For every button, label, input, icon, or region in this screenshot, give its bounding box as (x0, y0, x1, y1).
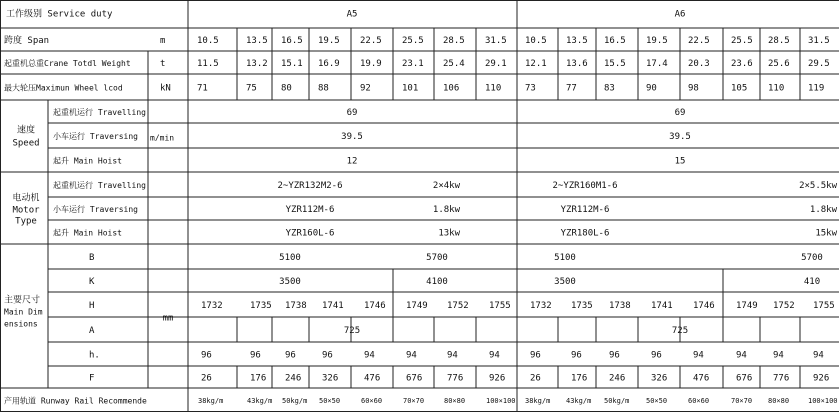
dim-K-value: 3500 (554, 277, 576, 287)
motor-row-label: 小车运行 Traversing (53, 205, 138, 214)
motor-a5-power: 2×4kw (432, 181, 460, 191)
weight-unit: t (160, 59, 166, 69)
span-a5-value: 25.5 (402, 36, 424, 46)
dim-F-a5-value: 246 (285, 373, 302, 384)
dim-B-value: 5700 (801, 253, 823, 263)
weight-a6-value: 29.5 (808, 59, 830, 69)
motor-a6-model: 2~YZR160M1-6 (552, 181, 618, 191)
dim-H-a5-value: 1735 (250, 301, 272, 311)
weight-a6-value: 25.6 (768, 59, 790, 69)
speed-row-label: 起重机运行 Travelling (53, 108, 146, 117)
dim-H-a5-value: 1738 (285, 301, 307, 311)
rail-a5-value: 60×60 (361, 397, 383, 405)
wheel_load-label: 最大轮压Maximun Wheel lcod (4, 83, 123, 93)
span-a6-value: 31.5 (808, 36, 830, 46)
dim-F-label: F (89, 373, 95, 384)
wheel_load-a5-value: 80 (281, 83, 292, 94)
dim-H-a5-value: 1741 (322, 301, 344, 311)
motor-a6-model: YZR112M-6 (560, 205, 610, 215)
dim-h-a5-value: 96 (285, 350, 296, 361)
speed-a5-value: 12 (346, 156, 358, 167)
weight-a6-value: 12.1 (525, 59, 547, 69)
span-a5-value: 31.5 (485, 36, 507, 46)
motor-a5-model: 2~YZR132M2-6 (277, 181, 343, 191)
dim-h-a5-value: 96 (250, 350, 261, 361)
span-a5-value: 19.5 (318, 36, 340, 46)
wheel_load-a5-value: 101 (402, 83, 419, 94)
dim-F-a6-value: 476 (693, 373, 710, 384)
wheel_load-a5-value: 92 (360, 83, 371, 94)
rail-a6-value: 50kg/m (604, 397, 630, 405)
rail-a6-value: 43kg/m (566, 397, 592, 405)
weight-a6-value: 13.6 (566, 59, 588, 69)
span-a5-value: 16.5 (281, 36, 303, 46)
dim-B-value: 5100 (279, 253, 301, 263)
dim-F-a5-value: 26 (201, 373, 212, 384)
dim-K-label: K (89, 277, 95, 287)
weight-a5-value: 13.2 (246, 59, 268, 69)
dim-K-value: 410 (803, 277, 821, 287)
dimensions-group-label-en: ensions (4, 319, 38, 329)
dim-H-a5-value: 1732 (201, 301, 223, 311)
wheel_load-a6-value: 119 (808, 83, 825, 94)
group-a5-header: A5 (346, 9, 358, 20)
wheel_load-a5-value: 110 (485, 83, 502, 94)
span-a5-value: 10.5 (197, 36, 219, 46)
span-a6-value: 25.5 (731, 36, 753, 46)
weight-a5-value: 16.9 (318, 59, 340, 69)
rail-a5-value: 43kg/m (247, 397, 273, 405)
dim-F-a5-value: 776 (447, 373, 464, 384)
motor-group-label-en: Motor (12, 205, 40, 216)
dim-H-a6-value: 1741 (651, 301, 673, 311)
wheel_load-a6-value: 73 (525, 83, 536, 94)
motor-group-label-en: Type (15, 216, 37, 227)
wheel_load-a5-value: 71 (197, 83, 208, 94)
weight-a5-value: 29.1 (485, 59, 507, 69)
rail-a6-value: 80×80 (768, 397, 790, 405)
dim-h-a6-value: 94 (773, 350, 784, 361)
weight-a5-value: 11.5 (197, 59, 219, 69)
weight-a6-value: 20.3 (688, 59, 710, 69)
speed-group-label-en: Speed (12, 138, 40, 149)
speed-row-label: 小车运行 Traversing (53, 132, 138, 141)
rail-a5-value: 38kg/m (198, 397, 224, 405)
speed-a6-value: 15 (674, 156, 686, 167)
dim-H-a6-value: 1749 (736, 301, 758, 311)
wheel_load-a6-value: 105 (731, 83, 748, 94)
wheel_load-a5-value: 75 (246, 83, 257, 94)
dim-A-a5-value: 725 (343, 326, 361, 336)
weight-a6-value: 15.5 (604, 59, 626, 69)
span-a6-value: 13.5 (566, 36, 588, 46)
dim-F-a5-value: 676 (406, 373, 423, 384)
wheel_load-a6-value: 110 (768, 83, 785, 94)
dim-F-a6-value: 246 (609, 373, 626, 384)
motor-row-label: 起重机运行 Travelling (53, 181, 146, 190)
dim-h-a6-value: 94 (736, 350, 747, 361)
dim-A-a6-value: 725 (671, 326, 689, 336)
wheel_load-a5-value: 88 (318, 83, 329, 94)
dim-H-a5-value: 1746 (364, 301, 386, 311)
dim-h-a5-value: 94 (489, 350, 500, 361)
speed-a5-value: 69 (346, 108, 358, 118)
speed-a6-value: 69 (674, 108, 686, 118)
dim-F-a5-value: 476 (364, 373, 381, 384)
wheel_load-a6-value: 77 (566, 83, 577, 94)
dim-H-label: H (89, 301, 95, 311)
motor-a6-power: 2×5.5kw (799, 181, 837, 191)
dim-F-a6-value: 326 (651, 373, 668, 384)
span-a6-value: 19.5 (646, 36, 668, 46)
span-label: 跨度 Span (4, 36, 50, 46)
weight-a6-value: 17.4 (646, 59, 668, 69)
motor-a6-model: YZR180L-6 (560, 228, 610, 239)
rail-a6-value: 100×100 (808, 397, 838, 405)
dim-F-a6-value: 926 (813, 373, 830, 384)
span-a5-value: 22.5 (360, 36, 382, 46)
runway-rail-label: 产用轨道 Runway Rail Recommende (4, 396, 147, 406)
rail-a6-value: 60×60 (688, 397, 710, 405)
span-a5-value: 28.5 (443, 36, 465, 46)
motor-a5-model: YZR112M-6 (285, 205, 335, 215)
dim-H-a5-value: 1755 (489, 301, 511, 311)
weight-label: 起重机总重Crane Totdl Weight (4, 59, 131, 68)
dimensions-unit: mm (162, 313, 174, 324)
table-text (4, 8, 838, 406)
dim-h-a6-value: 96 (609, 350, 620, 361)
weight-a6-value: 23.6 (731, 59, 753, 69)
dimensions-group-label-cn: 主要尺寸 (4, 295, 41, 306)
dim-h-label: h. (89, 350, 100, 361)
speed-a6-value: 39.5 (669, 132, 691, 142)
wheel_load-a6-value: 98 (688, 83, 699, 94)
dim-H-a5-value: 1749 (406, 301, 428, 311)
group-a6-header: A6 (674, 9, 686, 20)
dim-h-a5-value: 94 (406, 350, 417, 361)
speed-group-label-cn: 速度 (16, 125, 36, 136)
weight-a5-value: 15.1 (281, 59, 303, 69)
rail-a5-value: 80×80 (444, 397, 466, 405)
dim-H-a6-value: 1738 (609, 301, 631, 311)
motor-row-label: 起升 Main Hoist (53, 228, 122, 238)
rail-a5-value: 50kg/m (282, 397, 308, 405)
motor-group-label-cn: 电动机 (12, 193, 40, 204)
dim-H-a6-value: 1732 (530, 301, 552, 311)
dim-A-label: A (89, 326, 95, 336)
dim-K-value: 4100 (426, 277, 448, 287)
wheel_load-a6-value: 90 (646, 83, 657, 94)
dim-F-a6-value: 26 (530, 373, 541, 384)
dim-h-a6-value: 94 (813, 350, 824, 361)
rail-a6-value: 70×70 (731, 397, 753, 405)
dim-h-a6-value: 96 (651, 350, 662, 361)
service-duty-label: 工作级别 Service duty (6, 9, 113, 20)
weight-a5-value: 19.9 (360, 59, 382, 69)
dim-h-a5-value: 96 (322, 350, 333, 361)
wheel_load-a5-value: 106 (443, 83, 460, 94)
span-a6-value: 10.5 (525, 36, 547, 46)
motor-a5-power: 1.8kw (432, 205, 460, 215)
weight-a5-value: 25.4 (443, 59, 465, 69)
speed-row-label: 起升 Main Hoist (53, 156, 122, 166)
dim-h-a5-value: 96 (201, 350, 212, 361)
rail-a6-value: 38kg/m (525, 397, 551, 405)
dim-H-a5-value: 1752 (447, 301, 469, 311)
motor-a5-model: YZR160L-6 (285, 228, 335, 239)
speed-a5-value: 39.5 (341, 132, 363, 142)
dim-h-a6-value: 96 (571, 350, 582, 361)
wheel_load-unit: kN (160, 83, 171, 94)
span-a6-value: 22.5 (688, 36, 710, 46)
dim-H-a6-value: 1735 (571, 301, 593, 311)
dimensions-group-label-en: Main Dim (4, 307, 43, 317)
rail-a5-value: 70×70 (403, 397, 425, 405)
dim-H-a6-value: 1746 (693, 301, 715, 311)
motor-a5-power: 13kw (438, 228, 460, 239)
span-a5-value: 13.5 (246, 36, 268, 46)
dim-h-a5-value: 94 (447, 350, 458, 361)
dim-F-a5-value: 326 (322, 373, 339, 384)
rail-a5-value: 50×50 (319, 397, 341, 405)
dim-F-a6-value: 776 (773, 373, 790, 384)
span-a6-value: 16.5 (604, 36, 626, 46)
dim-B-label: B (89, 253, 95, 263)
dim-h-a6-value: 94 (693, 350, 704, 361)
dim-F-a6-value: 676 (736, 373, 753, 384)
rail-a5-value: 100×100 (486, 397, 516, 405)
dim-F-a5-value: 176 (250, 373, 267, 384)
dim-h-a5-value: 94 (364, 350, 375, 361)
motor-a6-power: 15kw (815, 228, 837, 239)
dim-H-a6-value: 1755 (813, 301, 835, 311)
dim-K-value: 3500 (279, 277, 301, 287)
span-a6-value: 28.5 (768, 36, 790, 46)
dim-h-a6-value: 96 (530, 350, 541, 361)
rail-a6-value: 50×50 (646, 397, 668, 405)
dim-B-value: 5700 (426, 253, 448, 263)
speed-unit: m/min (150, 133, 175, 143)
dim-F-a5-value: 926 (489, 373, 506, 384)
wheel_load-a6-value: 83 (604, 83, 615, 94)
weight-a5-value: 23.1 (402, 59, 424, 69)
dim-H-a6-value: 1752 (773, 301, 795, 311)
span-unit: m (160, 36, 166, 46)
motor-a6-power: 1.8kw (809, 205, 837, 215)
dim-F-a6-value: 176 (571, 373, 588, 384)
dim-B-value: 5100 (554, 253, 576, 263)
